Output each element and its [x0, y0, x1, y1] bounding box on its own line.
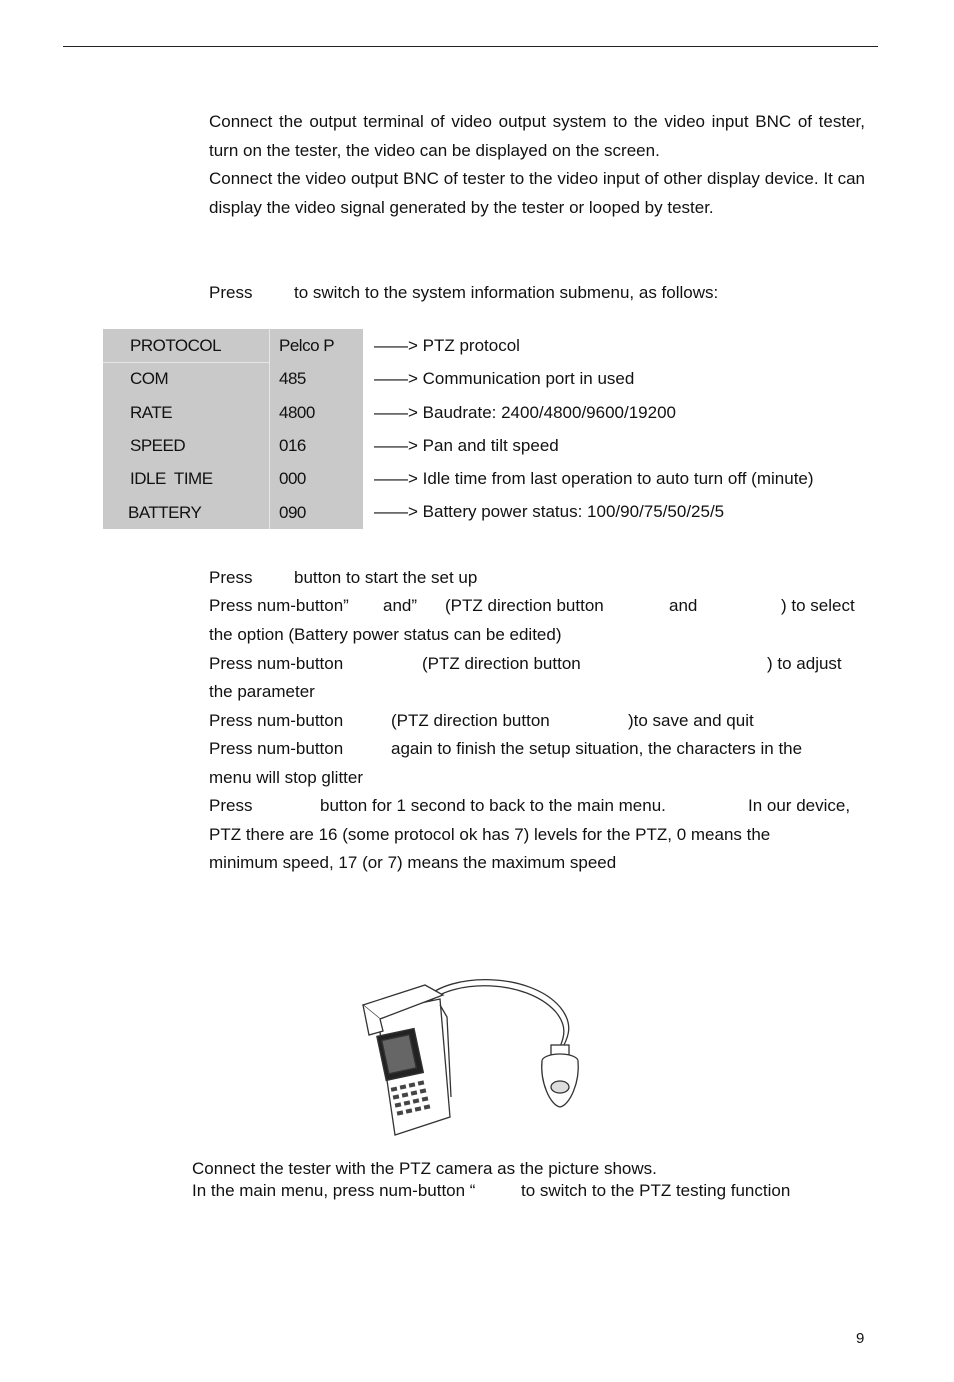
- menu-row-protocol: [103, 329, 363, 362]
- menu-row-speed: [103, 429, 363, 462]
- ptz-switch-text-a: In the main menu, press num-button “: [192, 1181, 476, 1200]
- intro-paragraph-1: Connect the output terminal of video output system to the video input BNC of tester, turn on the tester, the video can be displayed on the screen.: [209, 112, 865, 160]
- menu-value: 090: [279, 503, 306, 522]
- system-info-menu: [103, 329, 363, 529]
- step4-c: )to save and quit: [628, 711, 754, 730]
- step1-press: Press: [209, 568, 253, 587]
- menu-value: 016: [279, 436, 306, 455]
- menu-value: 485: [279, 369, 306, 388]
- menu-key: PROTOCOL: [130, 336, 222, 355]
- step3-a: Press num-button: [209, 654, 344, 673]
- note-com: ——> Communication port in used: [374, 369, 635, 388]
- dome-camera-icon: [542, 1045, 579, 1107]
- note-rate: ——> Baudrate: 2400/4800/9600/19200: [374, 403, 676, 422]
- step6-e: minimum speed, 17 (or 7) means the maximum speed: [209, 853, 617, 872]
- step5-c: menu will stop glitter: [209, 768, 364, 787]
- menu-key: RATE: [130, 403, 173, 422]
- step3-b: (PTZ direction button: [422, 654, 581, 673]
- note-protocol: ——> PTZ protocol: [374, 336, 520, 355]
- note-idle-time: ——> Idle time from last operation to auto turn off (minute): [374, 469, 814, 488]
- step6-a: Press: [209, 796, 253, 815]
- step4-b: (PTZ direction button: [391, 711, 550, 730]
- tester-device-icon: [363, 985, 451, 1135]
- step2-e: ) to select: [781, 596, 855, 615]
- menu-value: 000: [279, 469, 306, 488]
- menu-value: 4800: [279, 403, 315, 422]
- step6-c: In our device,: [748, 796, 851, 815]
- step2-b: and”: [383, 596, 418, 615]
- intro-paragraph-2: Connect the video output BNC of tester to the video input of other display device. It can display the video signal generated by the tester or looped by tester.: [209, 169, 865, 217]
- step2-c: (PTZ direction button: [445, 596, 604, 615]
- note-speed: ——> Pan and tilt speed: [374, 436, 559, 455]
- ptz-connect-text: Connect the tester with the PTZ camera as the picture shows.: [192, 1159, 657, 1178]
- note-battery: ——> Battery power status: 100/90/75/50/25/5: [374, 502, 725, 521]
- submenu-press-label: Press: [209, 283, 253, 302]
- step5-b: again to finish the setup situation, the characters in the: [391, 739, 803, 758]
- menu-row-idle-time: [103, 462, 363, 495]
- menu-row-com: [103, 362, 363, 395]
- ptz-switch-text-b: to switch to the PTZ testing function: [521, 1181, 791, 1200]
- step5-a: Press num-button: [209, 739, 344, 758]
- step3-d: the parameter: [209, 682, 315, 701]
- step6-d: PTZ there are 16 (some protocol ok has 7) levels for the PTZ, 0 means the: [209, 825, 771, 844]
- menu-row-battery: [103, 496, 363, 529]
- ptz-connection-illustration: [355, 977, 590, 1142]
- step2-a: Press num-button”: [209, 596, 349, 615]
- menu-row-rate: [103, 396, 363, 429]
- step3-c: ) to adjust: [767, 654, 842, 673]
- submenu-intro-text: to switch to the system information submenu, as follows:: [294, 283, 719, 302]
- step1-text: button to start the set up: [294, 568, 478, 587]
- menu-key: COM: [130, 369, 169, 388]
- page-number: 9: [856, 1330, 865, 1347]
- menu-key: IDLE TIME: [130, 469, 213, 488]
- step2-f: the option (Battery power status can be edited): [209, 625, 562, 644]
- step4-a: Press num-button: [209, 711, 344, 730]
- menu-value: Pelco P: [279, 336, 335, 355]
- step6-b: button for 1 second to back to the main menu.: [320, 796, 666, 815]
- menu-key: SPEED: [130, 436, 186, 455]
- step2-d: and: [669, 596, 698, 615]
- menu-key: BATTERY: [128, 503, 202, 522]
- header-rule: [63, 46, 878, 47]
- connection-cable: [425, 980, 569, 1047]
